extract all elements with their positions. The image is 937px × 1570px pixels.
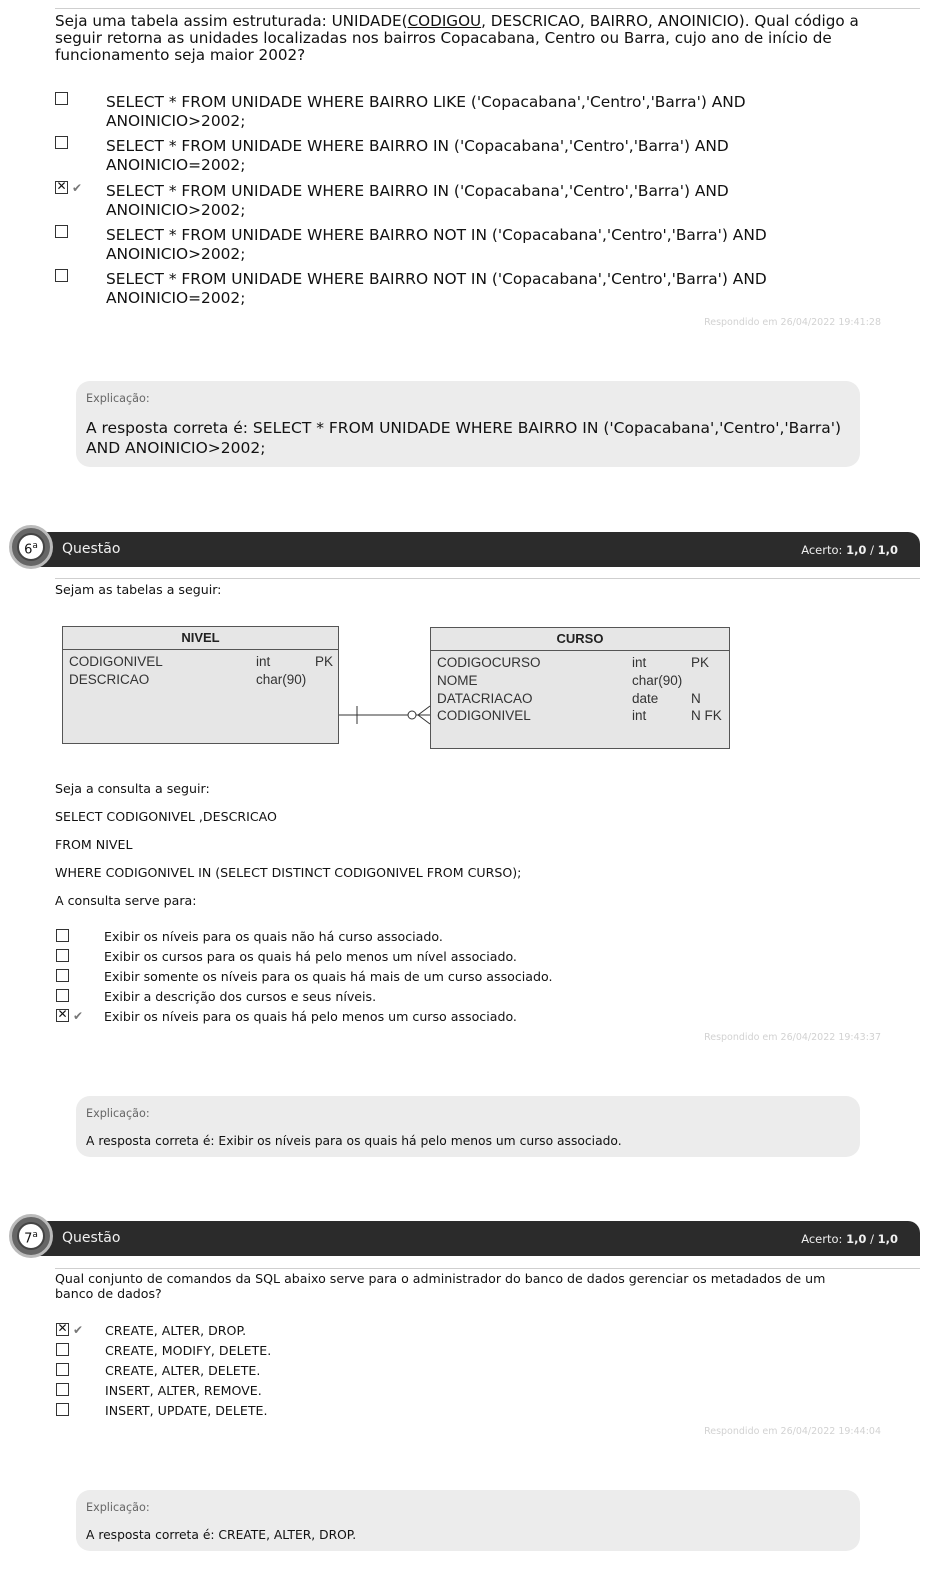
question-7-label: Questão (62, 1230, 121, 1246)
q6-query-line: SELECT CODIGONIVEL ,DESCRICAO (55, 809, 277, 824)
q5-explanation-box (76, 381, 860, 467)
q6-intro: Sejam as tabelas a seguir: (55, 582, 222, 597)
nivel-col-name: CODIGONIVEL (69, 654, 163, 669)
q6-prompt: A consulta serve para: (55, 893, 197, 908)
q7-option-1-checkbox[interactable] (56, 1323, 69, 1336)
question-6-score: Acerto: 1,0 / 1,0 (801, 543, 898, 557)
q7-option-5-checkbox[interactable] (56, 1403, 69, 1416)
curso-col-name: DATACRIACAO (437, 691, 533, 706)
question-6-number-badge: 6$^a$ (9, 525, 53, 569)
nivel-col-name: DESCRICAO (69, 672, 150, 687)
nivel-col-type: int (256, 654, 271, 669)
q7-option-4-checkbox[interactable] (56, 1383, 69, 1396)
correct-check-icon: ✔ (72, 181, 83, 195)
table-nivel-title: NIVEL (63, 627, 338, 650)
q6-query-line: FROM NIVEL (55, 837, 133, 852)
correct-check-icon: ✔ (73, 1323, 84, 1337)
q6-option-4-checkbox[interactable] (56, 989, 69, 1002)
q6-option-5-text: Exibir os níveis para os quais há pelo menos um curso associado. (104, 1009, 517, 1024)
curso-col-key: N FK (691, 708, 722, 723)
q5-option-4-text: SELECT * FROM UNIDADE WHERE BAIRRO NOT IN ('Copacabana','Centro','Barra') AND ANOINICIO>2002; (106, 226, 767, 263)
correct-check-icon: ✔ (73, 1009, 84, 1023)
q6-explanation-label: Explicação: (86, 1107, 150, 1120)
question-7-stem: Qual conjunto de comandos da SQL abaixo serve para o administrador do banco de dados gerenciar os metadados de um banco de dados? (55, 1271, 826, 1301)
question-5-stem: Seja uma tabela assim estruturada: UNIDADE(CODIGOU, DESCRICAO, BAIRRO, ANOINICIO). Qual código a seguir retorna as unidades localizadas nos bairros Copacabana, Centro ou Barra, cujo ano de início de funcionamento seja maior 2002? (55, 12, 859, 64)
curso-col-type: char(90) (632, 673, 683, 688)
relationship-connector (339, 700, 431, 730)
curso-col-type: date (632, 691, 659, 706)
curso-col-name: NOME (437, 673, 478, 688)
q6-option-1-checkbox[interactable] (56, 929, 69, 942)
curso-col-name: CODIGOCURSO (437, 655, 541, 670)
question-7-number-badge: 7$^a$ (9, 1214, 53, 1258)
q6-explanation-box (76, 1096, 860, 1157)
question-6-label: Questão (62, 541, 121, 557)
q7-option-2-checkbox[interactable] (56, 1343, 69, 1356)
q6-option-2-text: Exibir os cursos para os quais há pelo menos um nível associado. (104, 949, 517, 964)
q5-option-1-text: SELECT * FROM UNIDADE WHERE BAIRRO LIKE ('Copacabana','Centro','Barra') AND ANOINICIO>2002; (106, 93, 746, 130)
q7-option-4-text: INSERT, ALTER, REMOVE. (105, 1383, 262, 1398)
q6-option-4-text: Exibir a descrição dos cursos e seus níveis. (104, 989, 377, 1004)
optional-circle-mark (408, 711, 416, 719)
curso-col-key: PK (691, 655, 710, 670)
crowfoot-lower (418, 715, 430, 724)
q6-option-5-checkbox[interactable] (56, 1009, 69, 1022)
q5-option-2-text: SELECT * FROM UNIDADE WHERE BAIRRO IN ('Copacabana','Centro','Barra') AND ANOINICIO=2002; (106, 137, 729, 174)
curso-col-type: int (632, 655, 647, 670)
top-divider (55, 8, 920, 9)
q6-option-3-text: Exibir somente os níveis para os quais há mais de um curso associado. (104, 969, 553, 984)
q7-option-3-text: CREATE, ALTER, DELETE. (105, 1363, 261, 1378)
curso-col-key: N (691, 691, 701, 706)
q6-divider (55, 578, 920, 579)
q5-explanation-text: A resposta correta é: SELECT * FROM UNIDADE WHERE BAIRRO IN ('Copacabana','Centro','Barra') AND ANOINICIO>2002; (86, 419, 842, 457)
curso-col-name: CODIGONIVEL (437, 708, 531, 723)
q5-option-2-checkbox[interactable] (55, 136, 68, 149)
table-curso-title: CURSO (431, 628, 729, 651)
q5-option-5-checkbox[interactable] (55, 269, 68, 282)
q5-option-5-text: SELECT * FROM UNIDADE WHERE BAIRRO NOT IN ('Copacabana','Centro','Barra') AND ANOINICIO=2002; (106, 270, 767, 307)
q6-query-intro: Seja a consulta a seguir: (55, 781, 210, 796)
q7-option-1-text: CREATE, ALTER, DROP. (105, 1323, 247, 1338)
q6-query-line: WHERE CODIGONIVEL IN (SELECT DISTINCT CODIGONIVEL FROM CURSO); (55, 865, 522, 880)
q6-explanation-text: A resposta correta é: Exibir os níveis para os quais há pelo menos um curso associado. (86, 1134, 622, 1148)
q6-option-3-checkbox[interactable] (56, 969, 69, 982)
q5-option-3-checkbox[interactable] (55, 181, 68, 194)
q6-option-2-checkbox[interactable] (56, 949, 69, 962)
q7-divider (55, 1268, 920, 1269)
question-6-header (28, 532, 920, 567)
table-curso (430, 627, 730, 749)
q7-explanation-label: Explicação: (86, 1501, 150, 1514)
q6-answered-timestamp: Respondido em 26/04/2022 19:43:37 (704, 1032, 881, 1043)
q7-option-2-text: CREATE, MODIFY, DELETE. (105, 1343, 272, 1358)
question-7-score: Acerto: 1,0 / 1,0 (801, 1232, 898, 1246)
nivel-col-type: char(90) (256, 672, 307, 687)
q5-option-1-checkbox[interactable] (55, 92, 68, 105)
nivel-col-key: PK (315, 654, 334, 669)
q6-option-1-text: Exibir os níveis para os quais não há curso associado. (104, 929, 443, 944)
q5-option-4-checkbox[interactable] (55, 225, 68, 238)
q7-explanation-text: A resposta correta é: CREATE, ALTER, DROP. (86, 1528, 357, 1542)
q7-answered-timestamp: Respondido em 26/04/2022 19:44:04 (704, 1426, 881, 1437)
q5-explanation-label: Explicação: (86, 392, 150, 405)
curso-col-type: int (632, 708, 647, 723)
q7-explanation-box (76, 1490, 860, 1551)
q5-option-3-text: SELECT * FROM UNIDADE WHERE BAIRRO IN ('Copacabana','Centro','Barra') AND ANOINICIO>2002; (106, 182, 729, 219)
crowfoot-upper (418, 706, 430, 715)
q7-option-3-checkbox[interactable] (56, 1363, 69, 1376)
q7-option-5-text: INSERT, UPDATE, DELETE. (105, 1403, 268, 1418)
question-7-header (28, 1221, 920, 1256)
q5-answered-timestamp: Respondido em 26/04/2022 19:41:28 (704, 317, 881, 328)
